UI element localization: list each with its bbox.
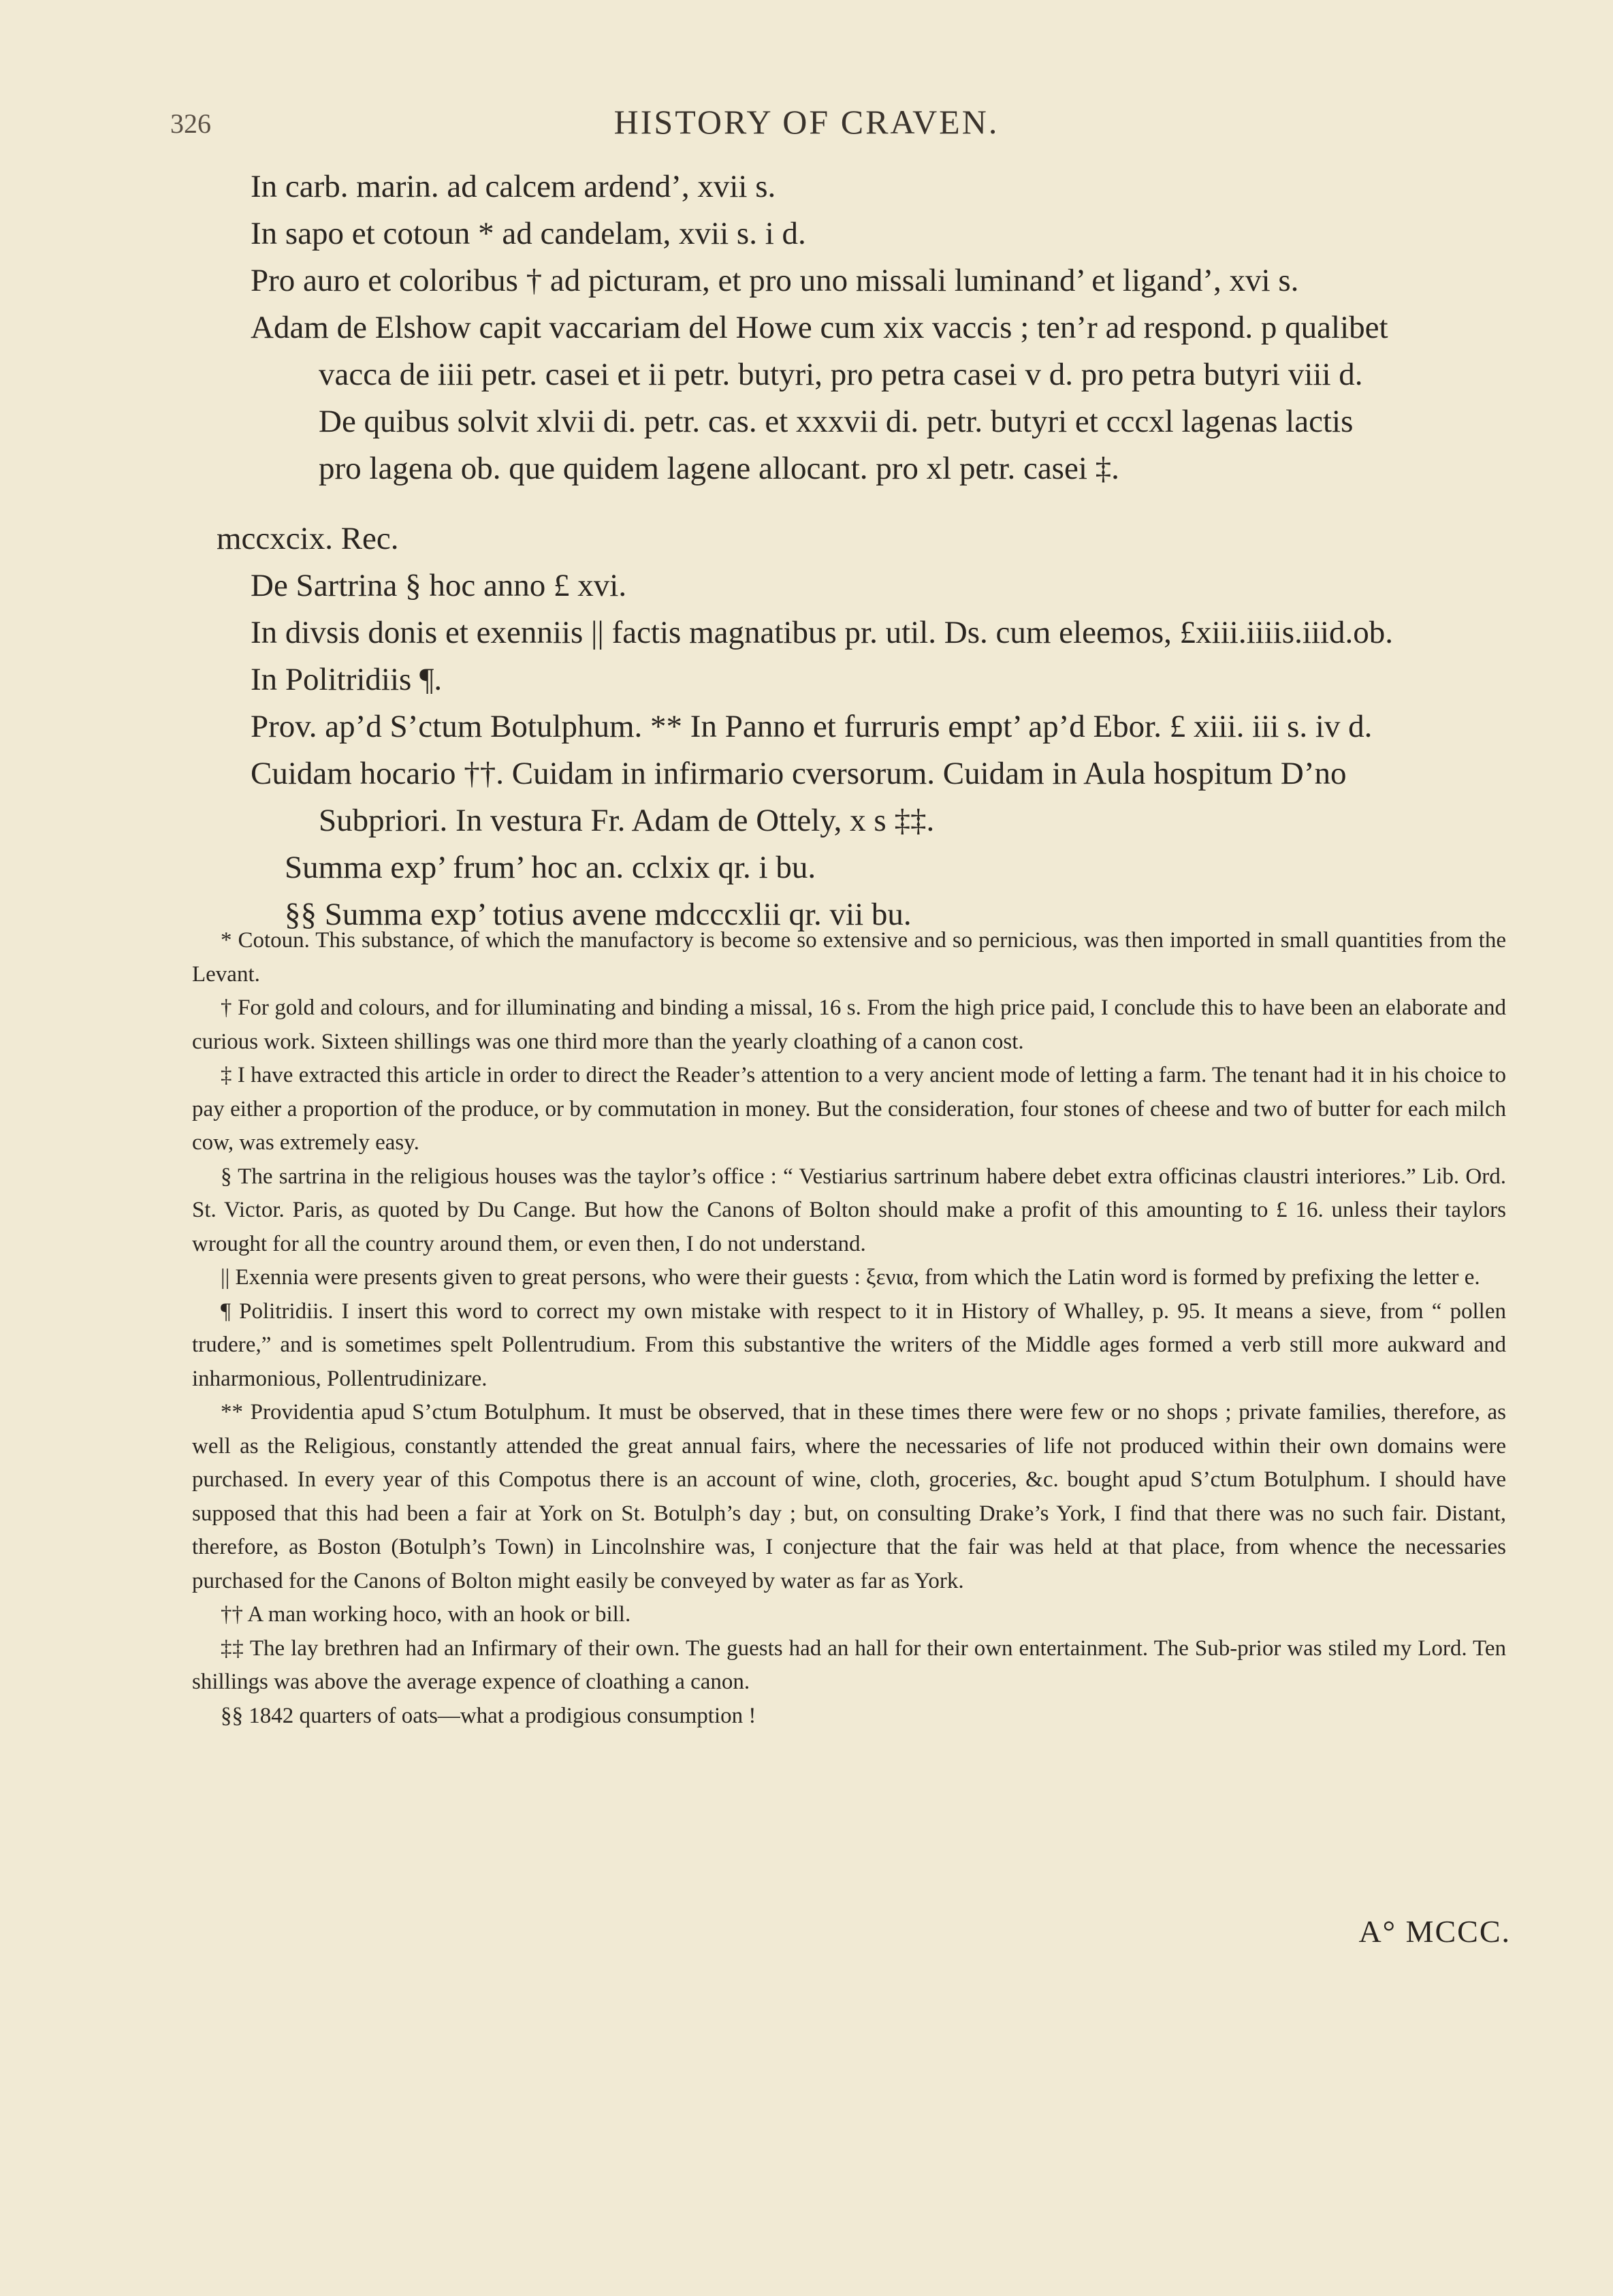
entry-line: De Sartrina § hoc anno £ xvi. (251, 568, 627, 603)
year-heading: mccxcix. Rec. (217, 521, 399, 556)
footnote: ‡ I have extracted this article in order to direct the Reader’s attention to a very ancient mode of letting a farm. The tenant had it in his choice to pay either a proportion of the produce, or by commutation in money. But the consideration, four stones of cheese and two of butter for each milch cow, was extremely easy. (192, 1063, 1506, 1155)
footnote: || Exennia were presents given to great persons, who were their guests : ξενια, from which the Latin word is formed by prefixing the letter e. (221, 1265, 1480, 1290)
entry-line: Subpriori. In vestura Fr. Adam de Ottely, x s ‡‡. (319, 803, 935, 838)
footnotes (192, 924, 1506, 1733)
entry-line: De quibus solvit xlvii di. petr. cas. et xxxvii di. petr. butyri et cccxl lagenas lactis (319, 404, 1354, 439)
footnote: † For gold and colours, and for illuminating and binding a missal, 16 s. From the high price paid, I conclude this to have been an elaborate and curious work. Sixteen shillings was one third more than the yearly cloathing of a canon cost. (192, 995, 1506, 1054)
account-entries (217, 163, 1524, 938)
entry-line: Prov. ap’d S’ctum Botulphum. ** In Panno et furruris empt’ ap’d Ebor. £ xiii. iii s. iv d. (251, 709, 1373, 744)
entry-line: vacca de iiii petr. casei et ii petr. butyri, pro petra casei v d. pro petra butyri viii d. (319, 357, 1363, 392)
footnote: †† A man working hoco, with an hook or bill. (221, 1602, 631, 1627)
entry-line: In divsis donis et exenniis || factis magnatibus pr. util. Ds. cum eleemos, £xiii.iiiis.iiid.ob. (251, 615, 1394, 650)
page-header (170, 102, 1443, 150)
entry-line: In carb. marin. ad calcem ardend’, xvii s. (251, 169, 776, 204)
entry-line: Pro auro et coloribus † ad picturam, et pro uno missali luminand’ et ligand’, xvi s. (251, 263, 1299, 298)
running-title: HISTORY OF CRAVEN. (613, 103, 1000, 141)
entry-line: Cuidam hocario ††. Cuidam in infirmario cversorum. Cuidam in Aula hospitum D’no (251, 756, 1347, 791)
footnote: ** Providentia apud S’ctum Botulphum. It must be observed, that in these times there were few or no shops ; private families, therefore, as well as the Religious, constantly attended the great annual fairs, where the necessaries of life not produced within their own domains were purchased. In every year of this Compotus there is an account of wine, cloth, groceries, &c. bought apud S’ctum Botulphum. I should have supposed that this had been a fair at York on St. Botulph’s day ; but, on consulting Drake’s York, I find that there was no such fair. Distant, therefore, as Boston (Botulph’s Town) in Lincolnshire was, I conjecture that the fair was held at that place, from whence the necessaries purchased for the Canons of Bolton might easily be conveyed by water as far as York. (192, 1400, 1506, 1593)
footnote: §§ 1842 quarters of oats—what a prodigious consumption ! (221, 1703, 756, 1728)
footnote: § The sartrina in the religious houses was the taylor’s office : “ Vestiarius sartrinum habere debet extra officinas claustri interiores.” Lib. Ord. St. Victor. Paris, as quoted by Du Cange. But how the Canons of Bolton should make a profit of this amounting to £ 16. unless their taylors wrought for all the country around them, or even then, I do not understand. (192, 1164, 1506, 1256)
footnote: ¶ Politridiis. I insert this word to correct my own mistake with respect to it in History of Whalley, p. 95. It means a sieve, from “ pollen trudere,” and is sometimes spelt Pollentrudium. From this substantive the writers of the Middle ages formed a verb still more aukward and inharmonious, Pollentrudinizare. (192, 1298, 1506, 1391)
summa-line: §§ Summa exp’ totius avene mdcccxlii qr. vii bu. (285, 897, 912, 932)
summa-line: Summa exp’ frum’ hoc an. cclxix qr. i bu. (285, 850, 816, 885)
page-number: 326 (170, 108, 211, 139)
entry-line: pro lagena ob. que quidem lagene allocant. pro xl petr. casei ‡. (319, 451, 1119, 486)
entry-line: In sapo et cotoun * ad candelam, xvii s. i d. (251, 216, 806, 251)
entry-line: In Politridiis ¶. (251, 662, 443, 697)
footnote: * Cotoun. This substance, of which the manufactory is become so extensive and so pernicious, was then imported in small quantities from the Levant. (192, 928, 1506, 987)
catchword: A° MCCC. (1358, 1914, 1511, 1949)
footnote: ‡‡ The lay brethren had an Infirmary of their own. The guests had an hall for their own entertainment. The Sub-prior was stiled my Lord. Ten shillings was above the average expence of cloathing a canon. (192, 1636, 1506, 1694)
entry-line: Adam de Elshow capit vaccariam del Howe cum xix vaccis ; ten’r ad respond. p qualibet (251, 310, 1388, 345)
